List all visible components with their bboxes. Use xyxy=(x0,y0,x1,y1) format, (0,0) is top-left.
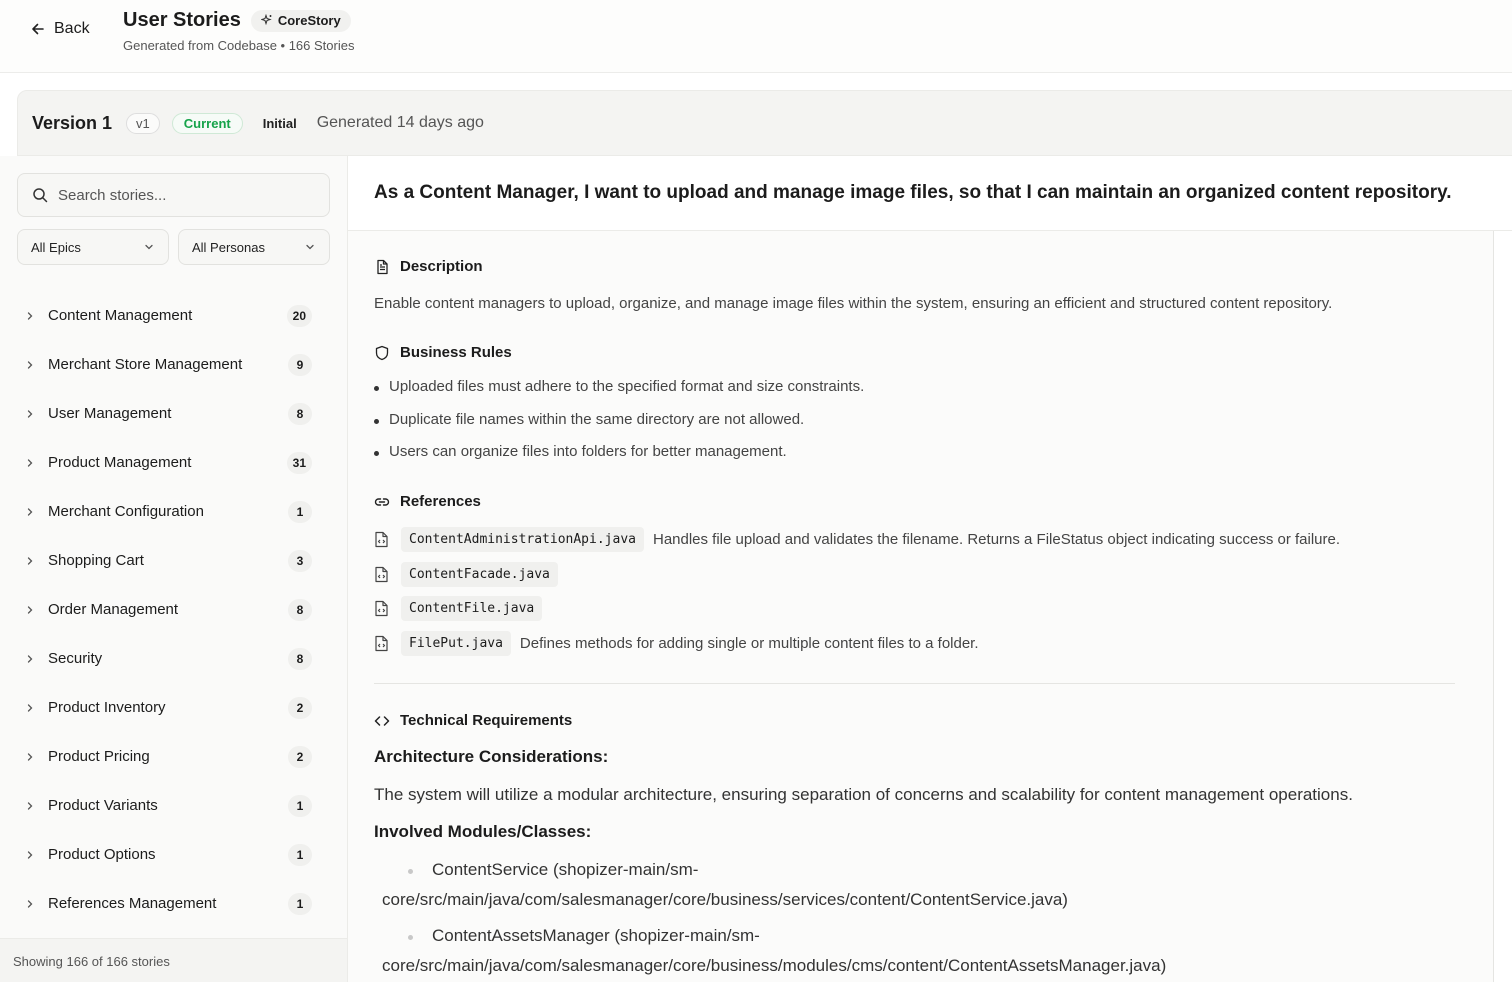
technical-requirements-heading-label: Technical Requirements xyxy=(400,712,573,729)
epic-count: 8 xyxy=(288,648,312,670)
epic-name: Content Management xyxy=(48,307,193,324)
epics-filter[interactable] xyxy=(17,229,169,265)
epic-count: 1 xyxy=(288,501,312,523)
back-button[interactable] xyxy=(30,20,90,38)
back-label: Back xyxy=(54,20,90,37)
epic-count: 9 xyxy=(288,354,312,376)
description-heading-label: Description xyxy=(400,258,483,275)
reference-note: Defines methods for adding single or multiple content files to a folder. xyxy=(519,635,979,652)
rule-text: Duplicate file names within the same directory are not allowed. xyxy=(389,411,805,428)
stories-count-footer: Showing 166 of 166 stories xyxy=(0,938,347,982)
epic-count: 1 xyxy=(288,844,312,866)
reference-file[interactable]: FilePut.java xyxy=(401,631,511,656)
story-content[interactable] xyxy=(348,231,1494,982)
business-rules-heading xyxy=(374,344,512,361)
code-file-icon xyxy=(374,635,389,652)
personas-filter[interactable] xyxy=(178,229,330,265)
epic-name: Security xyxy=(48,650,103,667)
reference-file[interactable]: ContentFacade.java xyxy=(401,562,558,587)
epic-item-product-inventory[interactable] xyxy=(0,683,347,732)
epic-name: Shopping Cart xyxy=(48,552,144,569)
technical-requirements-heading xyxy=(374,712,572,729)
page-title: User Stories xyxy=(123,9,241,31)
epic-name: Product Inventory xyxy=(48,699,166,716)
list-item xyxy=(374,411,804,428)
corestory-badge xyxy=(251,10,351,32)
epics-filter-value: All Epics xyxy=(31,239,81,255)
epic-item-security[interactable] xyxy=(0,634,347,683)
epic-item-merchant-configuration[interactable] xyxy=(0,487,347,536)
module-line-1: ContentAssetsManager (shopizer-main/sm- xyxy=(432,926,760,945)
epic-item-product-options[interactable] xyxy=(0,830,347,879)
epic-name: Merchant Configuration xyxy=(48,503,204,520)
epic-item-references-management[interactable] xyxy=(0,879,347,928)
top-bar xyxy=(0,0,1512,73)
reference-note: Handles file upload and validates the filename. Returns a FileStatus object indicating success or failure. xyxy=(652,531,1341,548)
modules-heading: Involved Modules/Classes: xyxy=(374,822,592,841)
link-icon xyxy=(374,494,390,510)
epic-item-user-management[interactable] xyxy=(0,389,347,438)
code-file-icon xyxy=(374,566,389,583)
version-label: Initial xyxy=(262,115,297,131)
search-box[interactable] xyxy=(17,173,330,217)
list-item xyxy=(382,855,1408,915)
chevron-right-icon xyxy=(24,702,36,714)
references-heading xyxy=(374,493,481,510)
epic-item-merchant-store-management[interactable] xyxy=(0,340,347,389)
code-file-icon xyxy=(374,600,389,617)
epic-name: Product Management xyxy=(48,454,192,471)
chevron-right-icon xyxy=(24,359,36,371)
epic-item-shopping-cart[interactable] xyxy=(0,536,347,585)
chevron-down-icon xyxy=(143,241,155,253)
epic-name: Order Management xyxy=(48,601,179,618)
epic-item-product-variants[interactable] xyxy=(0,781,347,830)
chevron-right-icon xyxy=(24,408,36,420)
epic-count: 20 xyxy=(287,305,312,327)
description-text: Enable content managers to upload, organize, and manage image files within the system, ensuring an efficient and structured content repository. xyxy=(374,295,1333,312)
rule-text: Users can organize files into folders for better management. xyxy=(389,443,787,460)
document-icon xyxy=(374,259,390,275)
epic-count: 2 xyxy=(288,697,312,719)
shield-icon xyxy=(374,345,390,361)
chevron-right-icon xyxy=(24,555,36,567)
page-subtitle: Generated from Codebase • 166 Stories xyxy=(123,38,355,53)
epic-count: 1 xyxy=(288,893,312,915)
list-item xyxy=(374,443,787,460)
epic-name: Merchant Store Management xyxy=(48,356,243,373)
epic-item-content-management[interactable] xyxy=(0,291,347,340)
list-item xyxy=(382,921,1408,981)
module-line-2: core/src/main/java/com/salesmanager/core/business/modules/cms/content/ContentAssetsManager.java) xyxy=(382,956,1167,975)
code-file-icon xyxy=(374,531,389,548)
chevron-right-icon xyxy=(24,751,36,763)
sparkle-icon xyxy=(261,14,273,26)
personas-filter-value: All Personas xyxy=(192,239,265,255)
epic-count: 1 xyxy=(288,795,312,817)
reference-file[interactable]: ContentFile.java xyxy=(401,596,542,621)
search-input[interactable] xyxy=(58,187,308,204)
epic-count: 8 xyxy=(288,599,312,621)
version-bar xyxy=(17,90,1512,156)
description-heading xyxy=(374,258,483,275)
generated-time: Generated 14 days ago xyxy=(316,114,484,131)
chevron-right-icon xyxy=(24,604,36,616)
reference-item[interactable] xyxy=(374,631,979,656)
business-rules-heading-label: Business Rules xyxy=(400,344,512,361)
chevron-right-icon xyxy=(24,800,36,812)
epic-name: User Management xyxy=(48,405,172,422)
epic-count: 3 xyxy=(288,550,312,572)
references-heading-label: References xyxy=(400,493,481,510)
list-item xyxy=(374,378,864,395)
epic-item-product-pricing[interactable] xyxy=(0,732,347,781)
code-icon xyxy=(374,713,390,729)
reference-item[interactable] xyxy=(374,596,542,621)
version-name: Version 1 xyxy=(32,112,113,133)
epic-name: Product Variants xyxy=(48,797,158,814)
status-badge: Current xyxy=(172,113,243,134)
arrow-left-icon xyxy=(30,21,46,37)
corestory-badge-label: CoreStory xyxy=(277,12,341,28)
chevron-down-icon xyxy=(304,241,316,253)
epic-list xyxy=(0,291,347,928)
epic-count: 31 xyxy=(287,452,312,474)
story-title: As a Content Manager, I want to upload and manage image files, so that I can maintain an organized content repository. xyxy=(348,156,1512,231)
section-divider xyxy=(374,683,1455,684)
architecture-text: The system will utilize a modular architecture, ensuring separation of concerns and scalability for content management operations. xyxy=(374,785,1353,804)
chevron-right-icon xyxy=(24,506,36,518)
reference-file[interactable]: ContentAdministrationApi.java xyxy=(401,527,644,552)
reference-item[interactable] xyxy=(374,562,558,587)
epic-name: Product Options xyxy=(48,846,156,863)
sidebar xyxy=(0,156,348,982)
module-line-2: core/src/main/java/com/salesmanager/core/business/services/content/ContentService.java) xyxy=(382,890,1068,909)
chevron-right-icon xyxy=(24,898,36,910)
chevron-right-icon xyxy=(24,457,36,469)
reference-item[interactable] xyxy=(374,527,1340,552)
epic-name: References Management xyxy=(48,895,217,912)
epic-name: Product Pricing xyxy=(48,748,150,765)
epic-count: 2 xyxy=(288,746,312,768)
chevron-right-icon xyxy=(24,653,36,665)
epic-item-product-management[interactable] xyxy=(0,438,347,487)
epic-count: 8 xyxy=(288,403,312,425)
chevron-right-icon xyxy=(24,310,36,322)
rule-text: Uploaded files must adhere to the specified format and size constraints. xyxy=(389,378,865,395)
module-line-1: ContentService (shopizer-main/sm- xyxy=(432,860,699,879)
search-icon xyxy=(32,187,48,203)
chevron-right-icon xyxy=(24,849,36,861)
version-tag: v1 xyxy=(126,113,160,134)
architecture-heading: Architecture Considerations: xyxy=(374,747,609,766)
epic-item-order-management[interactable] xyxy=(0,585,347,634)
